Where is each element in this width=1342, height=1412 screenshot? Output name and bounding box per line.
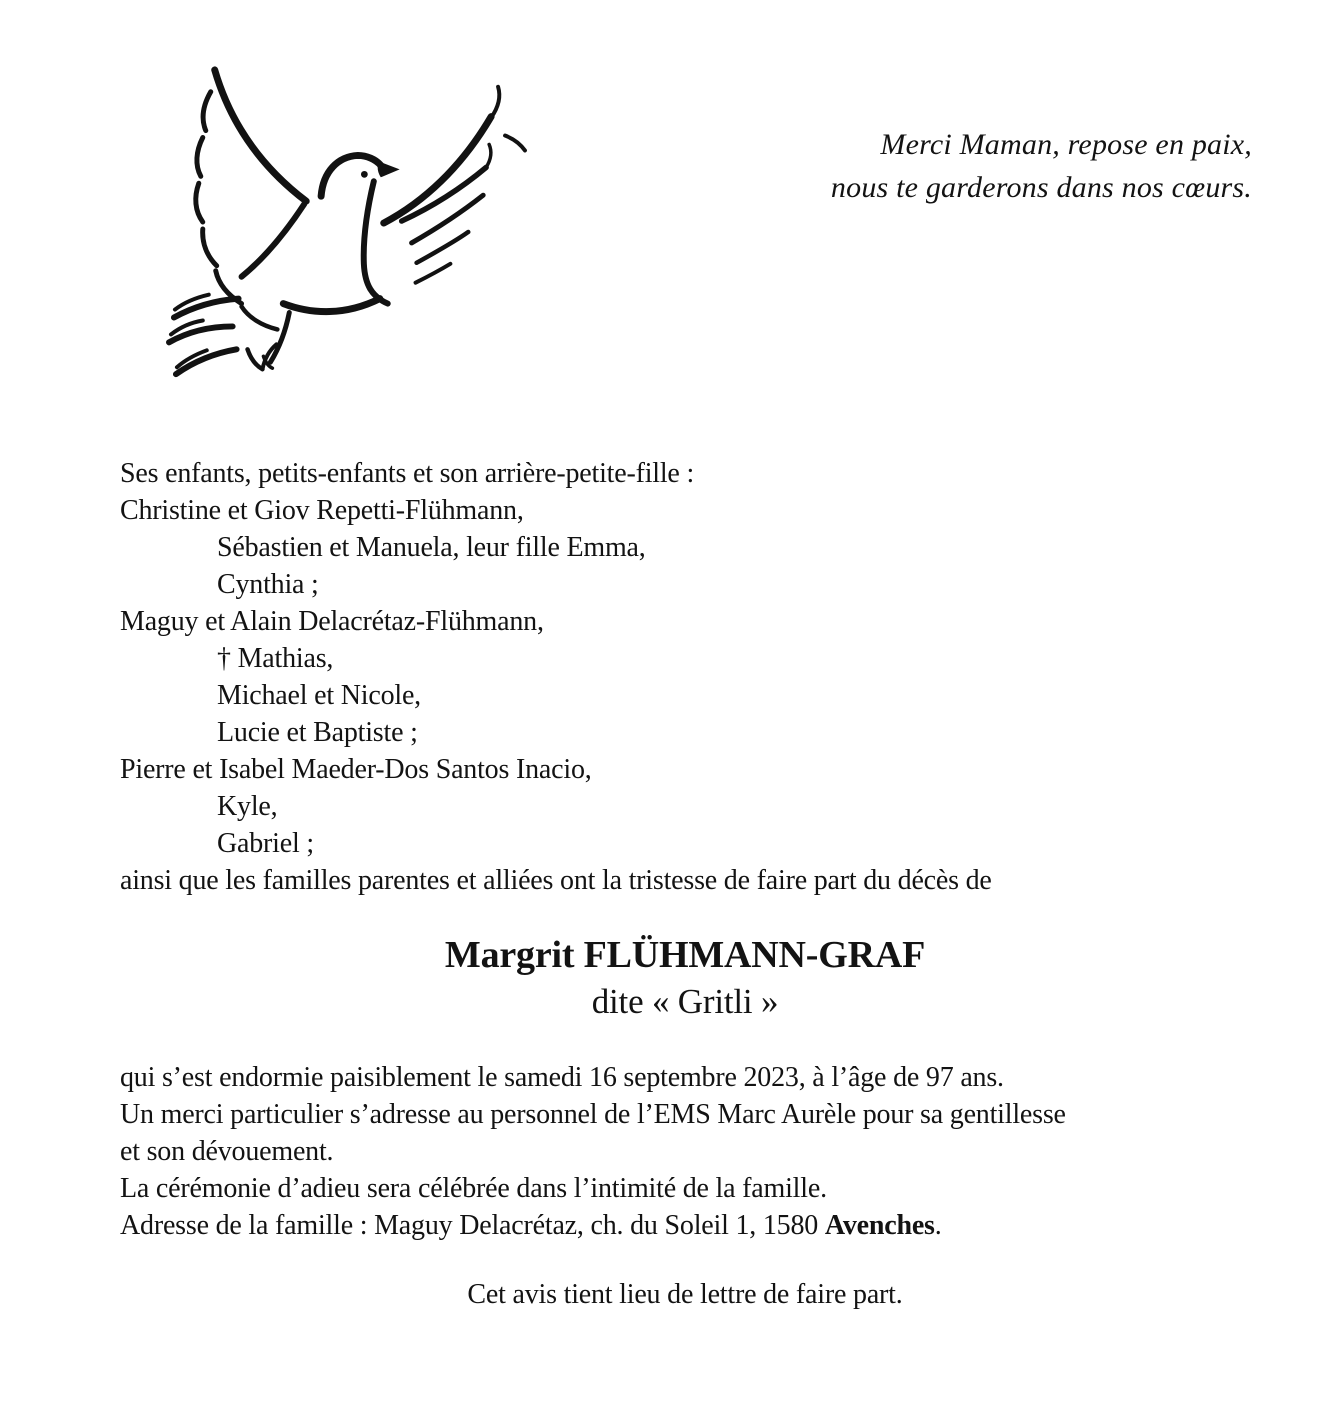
family-line: Gabriel ; <box>217 828 314 859</box>
family-line: Lucie et Baptiste ; <box>217 717 418 748</box>
deceased-name-block <box>120 932 1250 1025</box>
address-suffix: . <box>934 1210 942 1241</box>
family-intro: Ses enfants, petits-enfants et son arrière-petite-fille : <box>120 458 695 489</box>
announcement-line-1: qui s’est endormie paisiblement le samedi 16 septembre 2023, à l’âge de 97 ans. <box>120 1062 1004 1093</box>
family-line: Michael et Nicole, <box>217 680 421 711</box>
family-line: Cynthia ; <box>217 569 319 600</box>
family-line: † Mathias, <box>217 643 334 674</box>
announcement-line-3: et son dévouement. <box>120 1136 334 1167</box>
footer-notice: Cet avis tient lieu de lettre de faire part. <box>467 1279 903 1310</box>
announcement-line-2: Un merci particulier s’adresse au personnel de l’EMS Marc Aurèle pour sa gentillesse <box>120 1099 1066 1130</box>
dedication-line-1: Merci Maman, repose en paix, <box>880 128 1252 161</box>
dedication-text <box>831 123 1252 209</box>
dedication-line-2: nous te garderons dans nos cœurs. <box>830 171 1252 204</box>
family-line: Christine et Giov Repetti-Flühmann, <box>120 495 524 526</box>
address-city: Avenches <box>824 1210 935 1241</box>
deceased-alias: dite « Gritli » <box>591 982 779 1021</box>
family-line: Kyle, <box>217 791 278 822</box>
announcement-paragraph <box>120 1059 1280 1244</box>
dove-line-art-icon <box>148 56 532 404</box>
dove-beak <box>378 161 400 177</box>
family-address-line <box>120 1207 1280 1244</box>
family-line: Sébastien et Manuela, leur fille Emma, <box>217 532 646 563</box>
address-prefix: Adresse de la famille : Maguy Delacrétaz, ch. du Soleil 1, 1580 <box>120 1210 825 1241</box>
announcement-line-4: La cérémonie d’adieu sera célébrée dans l’intimité de la famille. <box>120 1173 827 1204</box>
family-closing: ainsi que les familles parentes et alliées ont la tristesse de faire part du décès de <box>120 865 992 896</box>
family-list <box>120 455 1260 899</box>
family-line: Maguy et Alain Delacrétaz-Flühmann, <box>120 606 544 637</box>
deceased-name: Margrit FLÜHMANN-GRAF <box>444 934 926 976</box>
dove-illustration <box>148 56 532 404</box>
family-line: Pierre et Isabel Maeder-Dos Santos Inacio, <box>120 754 592 785</box>
dove-eye <box>361 171 368 178</box>
